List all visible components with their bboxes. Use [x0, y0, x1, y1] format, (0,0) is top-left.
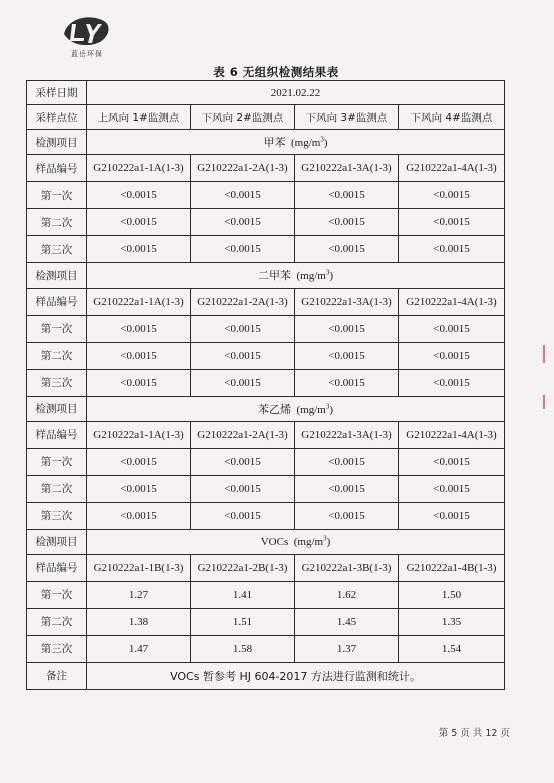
- result-value: 1.58: [191, 635, 295, 662]
- company-logo: [52, 14, 122, 64]
- company-name: 蓝岳环保: [71, 50, 103, 58]
- result-value: <0.0015: [399, 369, 505, 396]
- sample-id: G210222a1-1A(1-3): [87, 155, 191, 182]
- round-label: 第二次: [27, 608, 87, 635]
- remark-row: [27, 662, 505, 689]
- round-label: 第一次: [27, 315, 87, 342]
- sampling-date-row: [27, 81, 505, 105]
- result-value: 1.62: [295, 581, 399, 608]
- round-label: 第三次: [27, 369, 87, 396]
- result-value: <0.0015: [295, 342, 399, 369]
- result-value: <0.0015: [399, 209, 505, 236]
- sample-id: G210222a1-2A(1-3): [191, 288, 295, 315]
- unit-sup: 3: [325, 402, 330, 410]
- sample-id-row: [27, 155, 505, 182]
- result-value: <0.0015: [191, 502, 295, 529]
- result-value: <0.0015: [87, 342, 191, 369]
- result-value: <0.0015: [191, 236, 295, 263]
- sample-id: G210222a1-4A(1-3): [399, 288, 505, 315]
- sample-id: G210222a1-2B(1-3): [191, 554, 295, 581]
- remark-text: VOCs 暂参考 HJ 604-2017 方法进行监测和统计。: [87, 662, 505, 689]
- result-value: <0.0015: [87, 369, 191, 396]
- result-row: [27, 236, 505, 263]
- item-name-cell: [87, 396, 505, 421]
- round-label: 第一次: [27, 182, 87, 209]
- edge-mark-1: [543, 345, 545, 363]
- item-row: [27, 529, 505, 554]
- item-name: 苯乙烯: [257, 403, 291, 416]
- sample-id-row: [27, 554, 505, 581]
- round-label: 第二次: [27, 209, 87, 236]
- sample-id-row: [27, 421, 505, 448]
- sample-id: G210222a1-4A(1-3): [399, 155, 505, 182]
- result-value: 1.27: [87, 581, 191, 608]
- table-title: 表 6 无组织检测结果表: [213, 65, 339, 79]
- result-value: 1.51: [191, 608, 295, 635]
- unit-sup: 3: [323, 534, 327, 543]
- page-number: 第 5 页 共 12 页: [438, 728, 510, 739]
- result-row: [27, 182, 505, 209]
- sample-id-row: [27, 288, 505, 315]
- result-row: [27, 502, 505, 529]
- sampling-date-label: 采样日期: [27, 81, 87, 105]
- unit-prefix: (mg/m: [296, 403, 326, 416]
- item-name: 甲苯: [263, 137, 286, 150]
- item-name-cell: [87, 529, 505, 554]
- sample-id: G210222a1-1A(1-3): [87, 421, 191, 448]
- result-row: [27, 608, 505, 635]
- result-value: <0.0015: [87, 502, 191, 529]
- result-value: <0.0015: [87, 182, 191, 209]
- result-value: <0.0015: [295, 475, 399, 502]
- round-label: 第三次: [27, 635, 87, 662]
- sample-id: G210222a1-1B(1-3): [87, 554, 191, 581]
- sample-id: G210222a1-3A(1-3): [295, 421, 399, 448]
- round-label: 第一次: [27, 448, 87, 475]
- result-value: <0.0015: [87, 236, 191, 263]
- result-value: <0.0015: [191, 209, 295, 236]
- result-value: <0.0015: [399, 448, 505, 475]
- result-value: <0.0015: [295, 236, 399, 263]
- item-label: 检测项目: [27, 263, 87, 288]
- result-value: <0.0015: [295, 315, 399, 342]
- result-value: 1.41: [191, 581, 295, 608]
- unit-prefix: (mg/m: [296, 270, 326, 283]
- sample-id: G210222a1-2A(1-3): [191, 421, 295, 448]
- item-name: VOCs: [260, 535, 289, 548]
- sample-id: G210222a1-3B(1-3): [295, 554, 399, 581]
- round-label: 第三次: [27, 502, 87, 529]
- unit-prefix: (mg/m: [290, 137, 321, 150]
- point-1: 上风向 1#监测点: [87, 105, 191, 130]
- result-value: 1.35: [399, 608, 505, 635]
- result-row: [27, 475, 505, 502]
- remark-label: 备注: [27, 662, 87, 689]
- result-value: <0.0015: [295, 209, 399, 236]
- result-value: <0.0015: [399, 182, 505, 209]
- unit-prefix: (mg/m: [293, 535, 324, 548]
- result-row: [27, 369, 505, 396]
- sample-id: G210222a1-3A(1-3): [295, 155, 399, 182]
- result-row: [27, 315, 505, 342]
- round-label: 第二次: [27, 342, 87, 369]
- sample-id: G210222a1-1A(1-3): [87, 288, 191, 315]
- point-2: 下风向 2#监测点: [191, 105, 295, 130]
- sampling-date-value: 2021.02.22: [87, 81, 505, 105]
- item-row: [27, 130, 505, 155]
- edge-mark-2: [543, 395, 545, 409]
- result-value: <0.0015: [191, 182, 295, 209]
- item-name: 二甲苯: [257, 270, 291, 283]
- result-value: <0.0015: [399, 502, 505, 529]
- result-value: <0.0015: [295, 369, 399, 396]
- point-3: 下风向 3#监测点: [295, 105, 399, 130]
- result-value: <0.0015: [295, 448, 399, 475]
- round-label: 第三次: [27, 236, 87, 263]
- result-row: [27, 581, 505, 608]
- result-row: [27, 448, 505, 475]
- sample-id: G210222a1-2A(1-3): [191, 155, 295, 182]
- item-label: 检测项目: [27, 130, 87, 155]
- sample-id-label: 样品编号: [27, 421, 87, 448]
- unit-suffix: ): [329, 270, 333, 283]
- sample-id-label: 样品编号: [27, 554, 87, 581]
- result-value: 1.37: [295, 635, 399, 662]
- sample-id: G210222a1-4B(1-3): [399, 554, 505, 581]
- item-name-cell: [87, 130, 505, 155]
- result-value: 1.47: [87, 635, 191, 662]
- result-row: [27, 342, 505, 369]
- unit-sup: 3: [325, 268, 330, 277]
- round-label: 第二次: [27, 475, 87, 502]
- item-row: [27, 396, 505, 421]
- result-value: 1.54: [399, 635, 505, 662]
- sampling-point-row: [27, 105, 505, 130]
- unit-sup: 3: [320, 135, 324, 144]
- result-value: <0.0015: [399, 315, 505, 342]
- item-label: 检测项目: [27, 529, 87, 554]
- round-label: 第一次: [27, 581, 87, 608]
- result-value: <0.0015: [191, 315, 295, 342]
- sample-id: G210222a1-4A(1-3): [399, 421, 505, 448]
- result-value: 1.50: [399, 581, 505, 608]
- result-value: <0.0015: [399, 475, 505, 502]
- result-value: <0.0015: [295, 502, 399, 529]
- item-label: 检测项目: [27, 396, 87, 421]
- item-row: [27, 263, 505, 288]
- result-row: [27, 635, 505, 662]
- result-value: 1.45: [295, 608, 399, 635]
- unit-suffix: ): [329, 403, 333, 416]
- unit-suffix: ): [326, 535, 331, 548]
- result-value: <0.0015: [87, 448, 191, 475]
- detection-results-table: [26, 80, 505, 690]
- result-value: <0.0015: [87, 209, 191, 236]
- result-value: <0.0015: [191, 369, 295, 396]
- sample-id-label: 样品编号: [27, 155, 87, 182]
- result-value: <0.0015: [191, 448, 295, 475]
- sample-id: G210222a1-3A(1-3): [295, 288, 399, 315]
- point-4: 下风向 4#监测点: [399, 105, 505, 130]
- ly-logo-icon: [60, 14, 114, 48]
- result-value: <0.0015: [295, 182, 399, 209]
- result-value: <0.0015: [87, 475, 191, 502]
- result-value: <0.0015: [191, 475, 295, 502]
- result-row: [27, 209, 505, 236]
- result-value: <0.0015: [399, 342, 505, 369]
- result-value: <0.0015: [399, 236, 505, 263]
- sample-id-label: 样品编号: [27, 288, 87, 315]
- sampling-point-label: 采样点位: [27, 105, 87, 130]
- item-name-cell: [87, 263, 505, 288]
- result-value: <0.0015: [87, 315, 191, 342]
- result-value: <0.0015: [191, 342, 295, 369]
- unit-suffix: ): [323, 137, 328, 150]
- result-value: 1.38: [87, 608, 191, 635]
